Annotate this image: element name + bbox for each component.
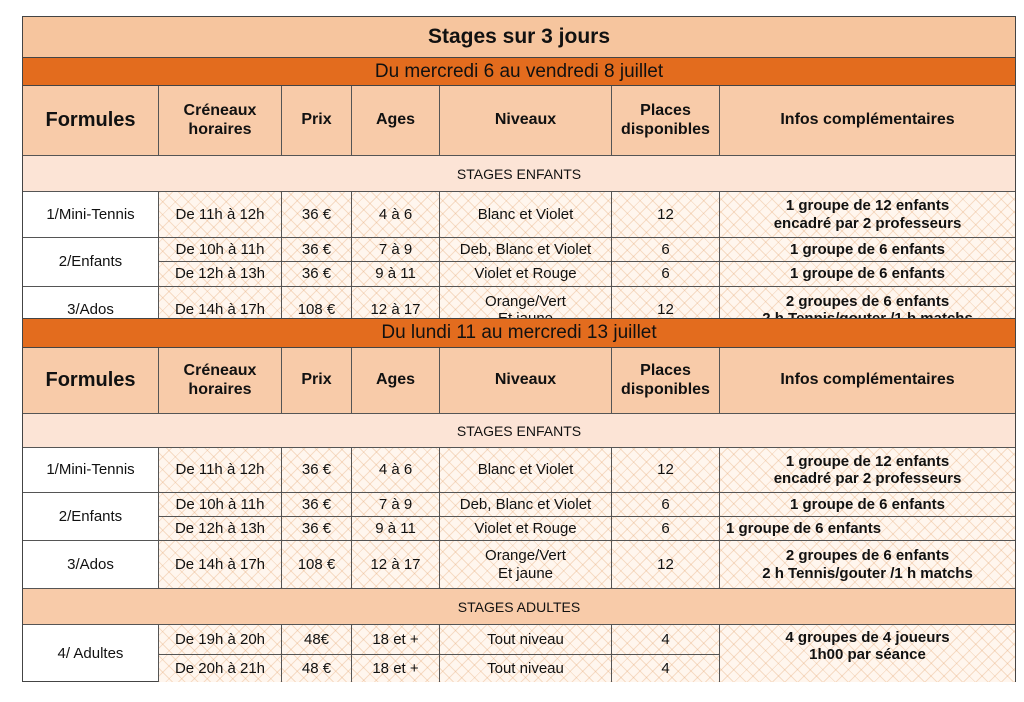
table-cell-prix: 108 € [282, 287, 352, 334]
table-row-formule: 4/ Adultes [23, 625, 159, 682]
table-cell-infos [720, 192, 1015, 238]
table-cell-niveaux: Tout niveau [440, 655, 612, 682]
table-cell-places: 12 [612, 192, 720, 238]
header-places: Places disponibles [612, 86, 720, 156]
table-cell-creneau: De 11h à 12h [159, 192, 282, 238]
period-1-rows [23, 192, 1015, 287]
header-row-2 [23, 348, 1015, 414]
niveaux-line-2: Et jaune [497, 564, 554, 582]
table-cell-niveaux: Violet et Rouge [440, 517, 612, 541]
table-cell-niveaux: Deb, Blanc et Violet [440, 493, 612, 517]
table-row-formule: 3/Ados [23, 287, 159, 334]
period-2-label: Du lundi 11 au mercredi 13 juillet [23, 318, 1015, 348]
table-cell-creneau: De 14h à 17h [159, 287, 282, 334]
table-cell-creneau: De 12h à 13h [159, 517, 282, 541]
table-cell-places: 6 [612, 238, 720, 262]
table-row-formule: 3/Ados [23, 541, 159, 589]
header-formules: Formules [23, 348, 159, 414]
header-ages: Ages [352, 348, 440, 414]
infos-line-2: encadré par 2 professeurs [773, 470, 962, 487]
header-ages: Ages [352, 86, 440, 156]
table-cell-ages: 4 à 6 [352, 192, 440, 238]
infos-line-2: 2 h Tennis/gouter /1 h matchs [762, 564, 973, 582]
niveaux-line-1: Orange/Vert [485, 292, 566, 310]
table-cell-places: 12 [612, 541, 720, 589]
table-cell-ages: 4 à 6 [352, 448, 440, 493]
period-2-rows [23, 448, 1015, 541]
table-cell-creneau: De 12h à 13h [159, 262, 282, 287]
table-row-formule: 2/Enfants [23, 238, 159, 287]
table-cell-places: 6 [612, 493, 720, 517]
table-cell-prix: 48 € [282, 655, 352, 682]
table-cell-infos: 1 groupe de 6 enfants [720, 517, 1015, 541]
table-cell-places: 12 [612, 448, 720, 493]
period-1-label: Du mercredi 6 au vendredi 8 juillet [23, 58, 1015, 86]
header-prix: Prix [282, 348, 352, 414]
table-cell-ages: 18 et + [352, 625, 440, 655]
table-cell-niveaux: Violet et Rouge [440, 262, 612, 287]
table-cell-niveaux: Deb, Blanc et Violet [440, 238, 612, 262]
section-enfants-1: STAGES ENFANTS [23, 156, 1015, 192]
schedule-table [22, 16, 1016, 682]
infos-line-1: 1 groupe de 12 enfants [785, 452, 950, 470]
table-cell-ages: 9 à 11 [352, 262, 440, 287]
table-cell-ages: 18 et + [352, 655, 440, 682]
table-cell-places: 4 [612, 655, 720, 682]
table-row-formule: 1/Mini-Tennis [23, 192, 159, 238]
header-infos: Infos complémentaires [720, 86, 1015, 156]
adult-rows [23, 625, 1015, 682]
table-cell-niveaux: Blanc et Violet [440, 192, 612, 238]
table-cell-prix: 36 € [282, 448, 352, 493]
table-cell-ages: 9 à 11 [352, 517, 440, 541]
table-row [23, 541, 1015, 589]
table-cell-niveaux [440, 541, 612, 589]
table-cell-creneau: De 10h à 11h [159, 493, 282, 517]
table-cell-niveaux: Tout niveau [440, 625, 612, 655]
table-cell-prix: 36 € [282, 493, 352, 517]
table-title: Stages sur 3 jours [23, 16, 1015, 58]
header-creneaux: Créneaux horaires [159, 348, 282, 414]
table-cell-infos: 1 groupe de 6 enfants [720, 493, 1015, 517]
table-cell-niveaux: Blanc et Violet [440, 448, 612, 493]
table-cell-ages: 7 à 9 [352, 238, 440, 262]
table-cell-places: 4 [612, 625, 720, 655]
table-cell-infos [720, 541, 1015, 589]
table-cell-infos [720, 448, 1015, 493]
table-cell-places: 6 [612, 262, 720, 287]
infos-line-1: 2 groupes de 6 enfants [785, 292, 950, 310]
table-cell-creneau: De 14h à 17h [159, 541, 282, 589]
header-niveaux: Niveaux [440, 86, 612, 156]
header-infos: Infos complémentaires [720, 348, 1015, 414]
infos-line-2: 1h00 par séance [809, 646, 926, 664]
table-cell-ages: 12 à 17 [352, 541, 440, 589]
table-cell-ages: 7 à 9 [352, 493, 440, 517]
header-formules: Formules [23, 86, 159, 156]
header-prix: Prix [282, 86, 352, 156]
table-cell-prix: 36 € [282, 517, 352, 541]
section-enfants-2: STAGES ENFANTS [23, 414, 1015, 448]
header-creneaux: Créneaux horaires [159, 86, 282, 156]
table-cell-infos: 1 groupe de 6 enfants [720, 262, 1015, 287]
header-places: Places disponibles [612, 348, 720, 414]
table-cell-creneau: De 19h à 20h [159, 625, 282, 655]
header-niveaux: Niveaux [440, 348, 612, 414]
table-cell-places: 12 [612, 287, 720, 334]
table-cell-creneau: De 20h à 21h [159, 655, 282, 682]
table-cell-creneau: De 10h à 11h [159, 238, 282, 262]
table-cell-prix: 48€ [282, 625, 352, 655]
infos-line-2: encadré par 2 professeurs [773, 214, 962, 232]
table-cell-prix: 36 € [282, 238, 352, 262]
infos-line-1: 4 groupes de 4 joueurs [785, 629, 950, 646]
table-cell-prix: 36 € [282, 192, 352, 238]
table-cell-infos: 1 groupe de 6 enfants [720, 238, 1015, 262]
infos-line-1: 1 groupe de 12 enfants [785, 197, 950, 215]
table-cell-prix: 108 € [282, 541, 352, 589]
section-adultes: STAGES ADULTES [23, 589, 1015, 625]
table-cell-places: 6 [612, 517, 720, 541]
header-row-1 [23, 86, 1015, 156]
table-cell-ages: 12 à 17 [352, 287, 440, 334]
table-row-formule: 1/Mini-Tennis [23, 448, 159, 493]
table-cell-infos [720, 625, 1015, 682]
table-row-formule: 2/Enfants [23, 493, 159, 541]
table-cell-creneau: De 11h à 12h [159, 448, 282, 493]
infos-line-1: 2 groupes de 6 enfants [785, 547, 950, 565]
table-cell-prix: 36 € [282, 262, 352, 287]
niveaux-line-1: Orange/Vert [485, 547, 566, 565]
